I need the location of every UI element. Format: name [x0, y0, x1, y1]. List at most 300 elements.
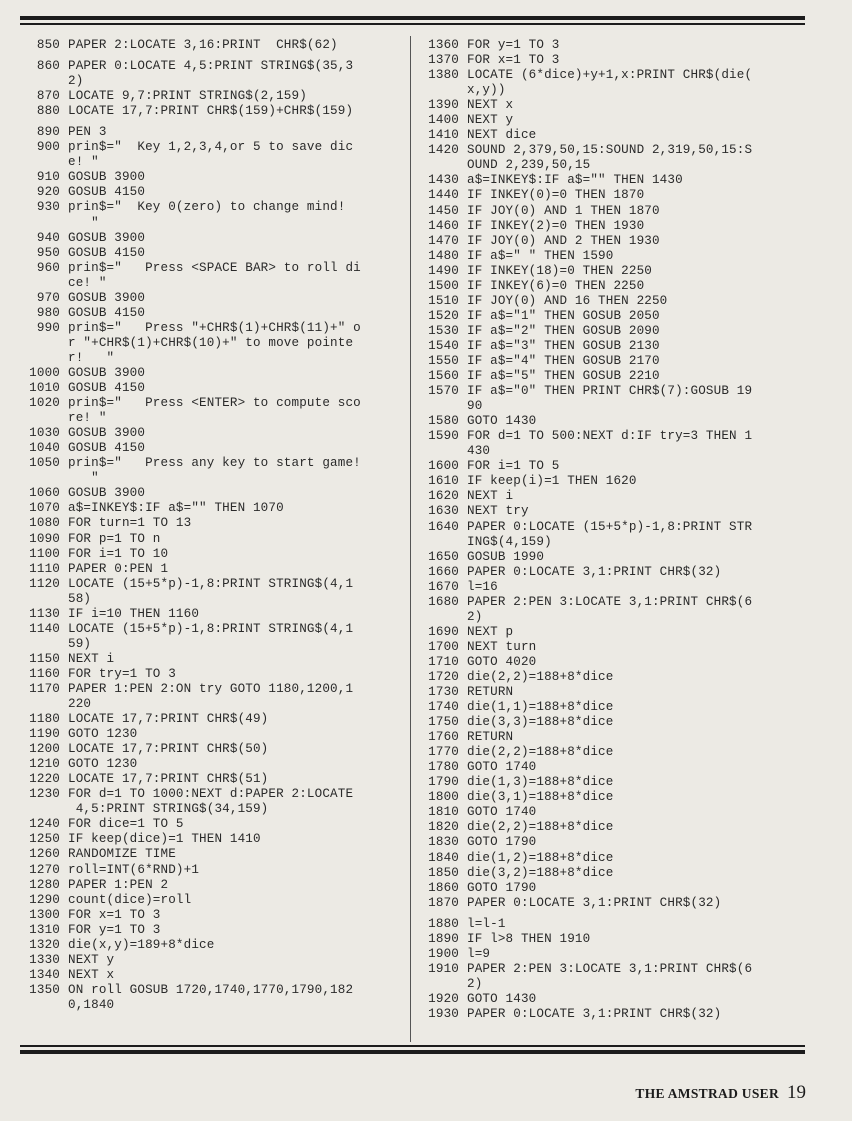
code-line [22, 125, 400, 140]
code-line [22, 652, 400, 667]
line-number: 1730 [428, 685, 459, 700]
code-line [22, 637, 400, 652]
line-number: 1830 [428, 835, 459, 850]
top-rule-thin [20, 23, 805, 25]
line-number: 1660 [428, 564, 459, 579]
line-number: 1000 [29, 365, 60, 380]
code-line [22, 817, 400, 832]
code-line [421, 760, 806, 775]
code-text: FOR y=1 TO 3 [68, 922, 161, 937]
code-text: NEXT p [467, 624, 514, 639]
code-text: IF keep(i)=1 THEN 1620 [467, 474, 637, 489]
line-number: 1050 [29, 456, 60, 471]
code-text: IF JOY(0) AND 16 THEN 2250 [467, 293, 668, 308]
code-line [22, 577, 400, 592]
code-text: PAPER 0:LOCATE (15+5*p)-1,8:PRINT STR [467, 519, 753, 534]
code-text: IF l>8 THEN 1910 [467, 931, 591, 946]
code-text: GOSUB 3900 [68, 230, 146, 245]
code-line [22, 89, 400, 104]
code-text: re! " [68, 411, 107, 426]
code-text: prin$=" Press <ENTER> to compute sco [68, 396, 361, 411]
line-number: 1190 [29, 727, 60, 742]
code-text: PAPER 0:PEN 1 [68, 561, 169, 576]
code-text: GOTO 1230 [68, 727, 138, 742]
code-line [421, 700, 806, 715]
code-text: GOSUB 4150 [68, 185, 146, 200]
line-number: 1080 [29, 516, 60, 531]
code-text: NEXT i [68, 651, 115, 666]
code-line [22, 291, 400, 306]
code-text: FOR p=1 TO n [68, 531, 161, 546]
code-text: IF INKEY(6)=0 THEN 2250 [467, 278, 645, 293]
code-text: die(3,2)=188+8*dice [467, 865, 614, 880]
line-number: 1310 [29, 922, 60, 937]
code-line [421, 595, 806, 610]
publication-name: THE AMSTRAD USER [635, 1086, 779, 1101]
code-line [22, 772, 400, 787]
line-number: 1710 [428, 654, 459, 669]
line-number [22, 74, 60, 89]
line-number: 1590 [428, 429, 459, 444]
code-line [421, 580, 806, 595]
code-text: LOCATE 17,7:PRINT CHR$(49) [68, 712, 269, 727]
code-line [421, 504, 806, 519]
line-number [22, 155, 60, 170]
line-number: 900 [36, 140, 60, 155]
code-text: die(x,y)=189+8*dice [68, 937, 215, 952]
line-number: 1760 [428, 730, 459, 745]
code-line [421, 68, 806, 83]
line-number: 860 [36, 59, 60, 74]
code-line [22, 938, 400, 953]
bottom-rule-thick [20, 1050, 805, 1054]
code-text: GOSUB 4150 [68, 441, 146, 456]
line-number: 1470 [428, 233, 459, 248]
code-line [22, 155, 400, 170]
code-text: prin$=" Press "+CHR$(1)+CHR$(11)+" o [68, 320, 361, 335]
code-text: roll=INT(6*RND)+1 [68, 862, 200, 877]
line-number: 1650 [428, 549, 459, 564]
code-line [22, 682, 400, 697]
code-line [22, 306, 400, 321]
code-line [22, 38, 400, 53]
line-number: 1600 [428, 459, 459, 474]
line-number: 1430 [428, 173, 459, 188]
code-line [22, 998, 400, 1013]
code-line [421, 249, 806, 264]
code-text: die(2,2)=188+8*dice [467, 669, 614, 684]
code-line [421, 113, 806, 128]
code-line [421, 947, 806, 962]
code-line [421, 188, 806, 203]
code-text: die(3,1)=188+8*dice [467, 790, 614, 805]
code-text: GOSUB 4150 [68, 381, 146, 396]
code-text: GOTO 1740 [467, 760, 537, 775]
code-line [421, 977, 806, 992]
code-text: FOR d=1 TO 500:NEXT d:IF try=3 THEN 1 [467, 429, 753, 444]
code-line [22, 321, 400, 336]
code-line [22, 441, 400, 456]
code-text: LOCATE 17,7:PRINT CHR$(51) [68, 772, 269, 787]
line-number: 1410 [428, 128, 459, 143]
code-text: FOR d=1 TO 1000:NEXT d:PAPER 2:LOCATE [68, 787, 354, 802]
code-line [421, 38, 806, 53]
code-line [421, 234, 806, 249]
code-text: die(2,2)=188+8*dice [467, 820, 614, 835]
code-text: PEN 3 [68, 125, 107, 140]
code-line [421, 535, 806, 550]
code-line [421, 128, 806, 143]
line-number: 1120 [29, 576, 60, 591]
line-number: 1160 [29, 666, 60, 681]
code-line [421, 670, 806, 685]
line-number: 990 [36, 320, 60, 335]
code-line [421, 820, 806, 835]
code-text: die(1,2)=188+8*dice [467, 850, 614, 865]
code-text: IF INKEY(0)=0 THEN 1870 [467, 188, 645, 203]
code-line [421, 474, 806, 489]
line-number: 1530 [428, 323, 459, 338]
code-text: PAPER 2:LOCATE 3,16:PRINT CHR$(62) [68, 38, 338, 52]
line-number: 1030 [29, 426, 60, 441]
line-number: 1720 [428, 669, 459, 684]
code-line [22, 727, 400, 742]
code-line [22, 923, 400, 938]
code-line [421, 790, 806, 805]
line-number [22, 351, 60, 366]
code-text: l=l-1 [467, 916, 506, 931]
line-number: 1040 [29, 441, 60, 456]
code-text: PAPER 1:PEN 2:ON try GOTO 1180,1200,1 [68, 681, 354, 696]
code-text: l=16 [467, 579, 498, 594]
code-line [421, 775, 806, 790]
line-number: 1490 [428, 263, 459, 278]
code-line [22, 140, 400, 155]
code-text: IF JOY(0) AND 1 THEN 1870 [467, 203, 660, 218]
code-line [421, 294, 806, 309]
code-line [22, 74, 400, 89]
line-number: 1820 [428, 820, 459, 835]
line-number: 1890 [428, 931, 459, 946]
code-line [421, 851, 806, 866]
line-number: 980 [36, 305, 60, 320]
code-text: FOR try=1 TO 3 [68, 666, 176, 681]
line-number [22, 471, 60, 486]
code-text: GOTO 1740 [467, 805, 537, 820]
code-line [421, 1007, 806, 1022]
line-number: 1140 [29, 621, 60, 636]
code-text: 430 [467, 444, 491, 459]
code-line [22, 170, 400, 185]
page-footer [635, 1082, 806, 1104]
line-number [421, 399, 459, 414]
line-number [22, 216, 60, 231]
line-number: 1620 [428, 489, 459, 504]
code-text: LOCATE (6*dice)+y+1,x:PRINT CHR$(die( [467, 68, 753, 83]
code-text: NEXT dice [467, 128, 537, 143]
code-text: r "+CHR$(1)+CHR$(10)+" to move pointe [68, 335, 354, 350]
code-line [22, 742, 400, 757]
code-text: IF INKEY(2)=0 THEN 1930 [467, 218, 645, 233]
code-line [421, 279, 806, 294]
line-number: 1810 [428, 805, 459, 820]
line-number: 1020 [29, 396, 60, 411]
code-line [421, 143, 806, 158]
code-text: RETURN [467, 685, 514, 700]
column-divider [410, 36, 411, 1042]
code-text: IF a$="0" THEN PRINT CHR$(7):GOSUB 19 [467, 384, 753, 399]
code-line [421, 640, 806, 655]
code-line [421, 83, 806, 98]
code-text: IF JOY(0) AND 2 THEN 1930 [467, 233, 660, 248]
line-number: 1800 [428, 790, 459, 805]
code-line [421, 835, 806, 850]
line-number: 1840 [428, 850, 459, 865]
code-text: IF a$="1" THEN GOSUB 2050 [467, 308, 660, 323]
line-number: 1460 [428, 218, 459, 233]
code-text: GOSUB 3900 [68, 426, 146, 441]
code-text: PAPER 0:LOCATE 3,1:PRINT CHR$(32) [467, 895, 722, 910]
code-line [22, 607, 400, 622]
code-text: GOTO 1790 [467, 835, 537, 850]
code-line [421, 414, 806, 429]
line-number: 950 [36, 245, 60, 260]
line-number: 1910 [428, 961, 459, 976]
code-line [421, 550, 806, 565]
line-number: 1520 [428, 308, 459, 323]
code-text: FOR x=1 TO 3 [467, 53, 560, 68]
line-number: 1900 [428, 946, 459, 961]
code-text: NEXT i [467, 489, 514, 504]
code-text: FOR dice=1 TO 5 [68, 817, 184, 832]
code-line [22, 456, 400, 471]
code-text: NEXT x [467, 98, 514, 113]
code-line [22, 622, 400, 637]
line-number: 1220 [29, 772, 60, 787]
line-number: 1370 [428, 53, 459, 68]
line-number: 1100 [29, 546, 60, 561]
code-line [421, 610, 806, 625]
line-number [421, 977, 459, 992]
code-text: ON roll GOSUB 1720,1740,1770,1790,182 [68, 982, 354, 997]
listing-column-left [22, 38, 400, 1013]
code-line [22, 200, 400, 215]
code-line [421, 429, 806, 444]
line-number [22, 998, 60, 1013]
line-number: 1110 [29, 561, 60, 576]
line-number: 1300 [29, 907, 60, 922]
code-text: PAPER 1:PEN 2 [68, 877, 169, 892]
line-number: 1350 [29, 982, 60, 997]
code-text: prin$=" Key 0(zero) to change mind! [68, 200, 346, 215]
line-number [22, 802, 60, 817]
code-line [22, 562, 400, 577]
code-text: IF a$="5" THEN GOSUB 2210 [467, 369, 660, 384]
code-line [421, 264, 806, 279]
line-number: 1290 [29, 892, 60, 907]
code-line [421, 98, 806, 113]
line-number: 1180 [29, 712, 60, 727]
line-number [421, 158, 459, 173]
code-text: GOSUB 4150 [68, 305, 146, 320]
code-line [421, 715, 806, 730]
code-line [421, 962, 806, 977]
code-text: NEXT y [68, 952, 115, 967]
code-line [421, 204, 806, 219]
code-line [22, 712, 400, 727]
code-text: IF a$="2" THEN GOSUB 2090 [467, 323, 660, 338]
line-number: 910 [36, 170, 60, 185]
code-text: ING$(4,159) [467, 534, 552, 549]
code-text: a$=INKEY$:IF a$="" THEN 1070 [68, 501, 284, 516]
code-text: a$=INKEY$:IF a$="" THEN 1430 [467, 173, 683, 188]
code-line [22, 953, 400, 968]
code-line [421, 520, 806, 535]
line-number [421, 83, 459, 98]
code-text: NEXT try [467, 504, 529, 519]
line-number [22, 336, 60, 351]
code-line [22, 104, 400, 119]
code-text: LOCATE (15+5*p)-1,8:PRINT STRING$(4,1 [68, 576, 354, 591]
line-number: 1930 [428, 1007, 459, 1021]
line-number: 1670 [428, 579, 459, 594]
code-text: PAPER 2:PEN 3:LOCATE 3,1:PRINT CHR$(6 [467, 961, 753, 976]
code-line [22, 351, 400, 366]
code-text: e! " [68, 155, 99, 170]
code-line [22, 216, 400, 231]
line-number: 1870 [428, 895, 459, 910]
code-text: 0,1840 [68, 997, 115, 1012]
code-text: GOSUB 3900 [68, 290, 146, 305]
code-text: RANDOMIZE TIME [68, 847, 176, 862]
code-text: 2) [467, 976, 483, 991]
top-rule-thick [20, 16, 805, 20]
code-line [22, 276, 400, 291]
line-number: 1750 [428, 715, 459, 730]
code-line [421, 399, 806, 414]
line-number: 1850 [428, 865, 459, 880]
line-number: 1090 [29, 531, 60, 546]
code-line [421, 866, 806, 881]
line-number: 1860 [428, 880, 459, 895]
line-number: 1640 [428, 519, 459, 534]
code-text: SOUND 2,379,50,15:SOUND 2,319,50,15:S [467, 143, 753, 158]
code-line [22, 486, 400, 501]
code-line [421, 173, 806, 188]
code-line [22, 366, 400, 381]
page-number: 19 [787, 1082, 806, 1103]
code-text: FOR x=1 TO 3 [68, 907, 161, 922]
code-text: prin$=" Key 1,2,3,4,or 5 to save dic [68, 140, 354, 155]
code-line [421, 53, 806, 68]
code-line [22, 59, 400, 74]
code-text: GOSUB 3900 [68, 170, 146, 185]
code-text: die(1,3)=188+8*dice [467, 775, 614, 790]
code-text: PAPER 0:LOCATE 3,1:PRINT CHR$(32) [467, 1007, 722, 1021]
code-text: LOCATE 17,7:PRINT CHR$(159)+CHR$(159) [68, 104, 354, 119]
code-text: 2) [68, 74, 84, 89]
line-number: 1770 [428, 745, 459, 760]
code-text: LOCATE 17,7:PRINT CHR$(50) [68, 742, 269, 757]
code-text: x,y)) [467, 83, 506, 98]
code-line [22, 501, 400, 516]
line-number: 1230 [29, 787, 60, 802]
code-line [421, 219, 806, 234]
line-number: 1740 [428, 700, 459, 715]
code-line [22, 893, 400, 908]
code-text: 59) [68, 636, 92, 651]
code-line [22, 547, 400, 562]
code-line [421, 655, 806, 670]
line-number: 1550 [428, 353, 459, 368]
code-text: 58) [68, 591, 92, 606]
code-line [22, 697, 400, 712]
line-number: 1790 [428, 775, 459, 790]
code-line [22, 231, 400, 246]
code-text: " [68, 215, 99, 230]
line-number: 1480 [428, 248, 459, 263]
code-text: FOR i=1 TO 5 [467, 459, 560, 474]
code-line [421, 805, 806, 820]
code-line [22, 426, 400, 441]
code-text: FOR y=1 TO 3 [467, 38, 560, 52]
code-text: die(2,2)=188+8*dice [467, 745, 614, 760]
code-line [421, 917, 806, 932]
line-number: 1690 [428, 624, 459, 639]
line-number: 930 [36, 200, 60, 215]
code-text: ce! " [68, 275, 107, 290]
line-number [22, 637, 60, 652]
code-text: prin$=" Press <SPACE BAR> to roll di [68, 260, 361, 275]
line-number: 1380 [428, 68, 459, 83]
code-text: r! " [68, 350, 115, 365]
code-line [22, 532, 400, 547]
code-text: PAPER 2:PEN 3:LOCATE 3,1:PRINT CHR$(6 [467, 594, 753, 609]
code-line [22, 411, 400, 426]
code-line [421, 881, 806, 896]
code-text: GOTO 1430 [467, 414, 537, 429]
code-line [421, 932, 806, 947]
code-line [421, 324, 806, 339]
code-text: GOTO 1790 [467, 880, 537, 895]
code-text: IF a$="3" THEN GOSUB 2130 [467, 338, 660, 353]
code-line [421, 745, 806, 760]
line-number: 870 [36, 89, 60, 104]
line-number: 1700 [428, 639, 459, 654]
listing-column-right [421, 38, 806, 1022]
code-line [22, 246, 400, 261]
line-number: 1680 [428, 594, 459, 609]
line-number: 1070 [29, 501, 60, 516]
code-line [22, 832, 400, 847]
code-line [421, 354, 806, 369]
code-text: NEXT turn [467, 639, 537, 654]
line-number [421, 444, 459, 459]
code-text: IF keep(dice)=1 THEN 1410 [68, 832, 261, 847]
code-line [22, 471, 400, 486]
line-number: 970 [36, 290, 60, 305]
code-text: RETURN [467, 730, 514, 745]
code-text: 90 [467, 399, 483, 414]
code-text: GOSUB 3900 [68, 365, 146, 380]
line-number: 890 [36, 125, 60, 140]
code-text: PAPER 0:LOCATE 3,1:PRINT CHR$(32) [467, 564, 722, 579]
line-number [22, 697, 60, 712]
line-number: 1200 [29, 742, 60, 757]
code-line [22, 381, 400, 396]
line-number: 1780 [428, 760, 459, 775]
line-number: 1920 [428, 991, 459, 1006]
